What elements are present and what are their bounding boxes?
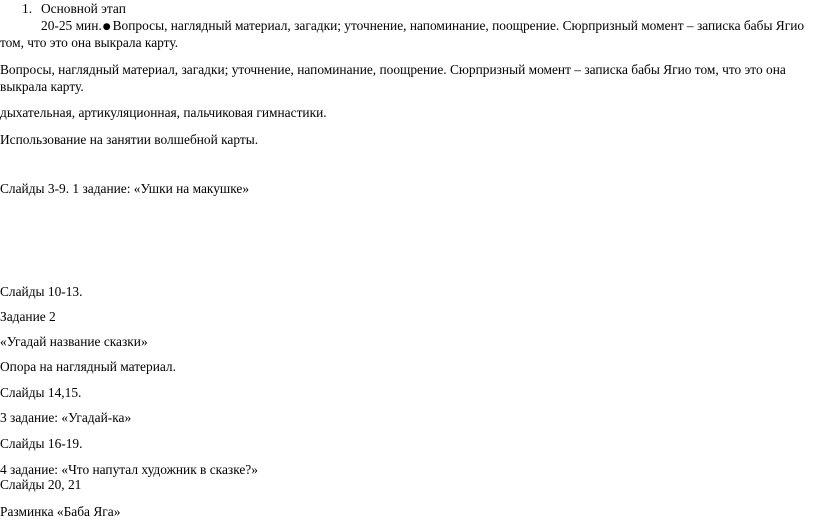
paragraph-slides-16-19: Слайды 16-19. — [0, 436, 83, 451]
paragraph-warmup: Разминка «Баба Яга» — [0, 504, 121, 519]
paragraph-slides-20-21: Слайды 20, 21 — [0, 477, 82, 492]
bullet-icon: ● — [102, 22, 111, 32]
paragraph-slides-14-15: Слайды 14,15. — [0, 385, 82, 400]
paragraph-slides-10-13: Слайды 10-13. — [0, 284, 83, 299]
paragraph-slides-3-9: Слайды 3-9. 1 задание: «Ушки на макушке» — [0, 181, 250, 196]
paragraph-questions-line2: выкрала карту. — [0, 79, 84, 94]
paragraph-task-2: Задание 2 — [0, 309, 56, 324]
list-number: 1. — [22, 1, 33, 16]
paragraph-visual-support: Опора на наглядный материал. — [0, 359, 176, 374]
list-heading: Основной этап — [41, 1, 126, 16]
paragraph-task-4: 4 задание: «Что напутал художник в сказке?» — [0, 462, 258, 477]
paragraph-gymnastics: дыхательная, артикуляционная, пальчиковая гимнастики. — [0, 105, 327, 120]
paragraph-questions-line1: Вопросы, наглядный материал, загадки; уточнение, напоминание, поощрение. Сюрпризный момент – записка бабы Ягио том, что это она — [0, 62, 786, 77]
stage-description-1: Вопросы, наглядный материал, загадки; уточнение, напоминание, поощрение. Сюрпризный момент – записка бабы Ягио — [112, 18, 805, 33]
paragraph-guess-tale: «Угадай название сказки» — [0, 334, 148, 349]
stage-time: 20-25 мин. — [41, 18, 102, 33]
paragraph-task-3: 3 задание: «Угадай-ка» — [0, 410, 132, 425]
stage-line-2: том, что это она выкрала карту. — [0, 35, 179, 50]
paragraph-magic-map: Использование на занятии волшебной карты. — [0, 132, 259, 147]
